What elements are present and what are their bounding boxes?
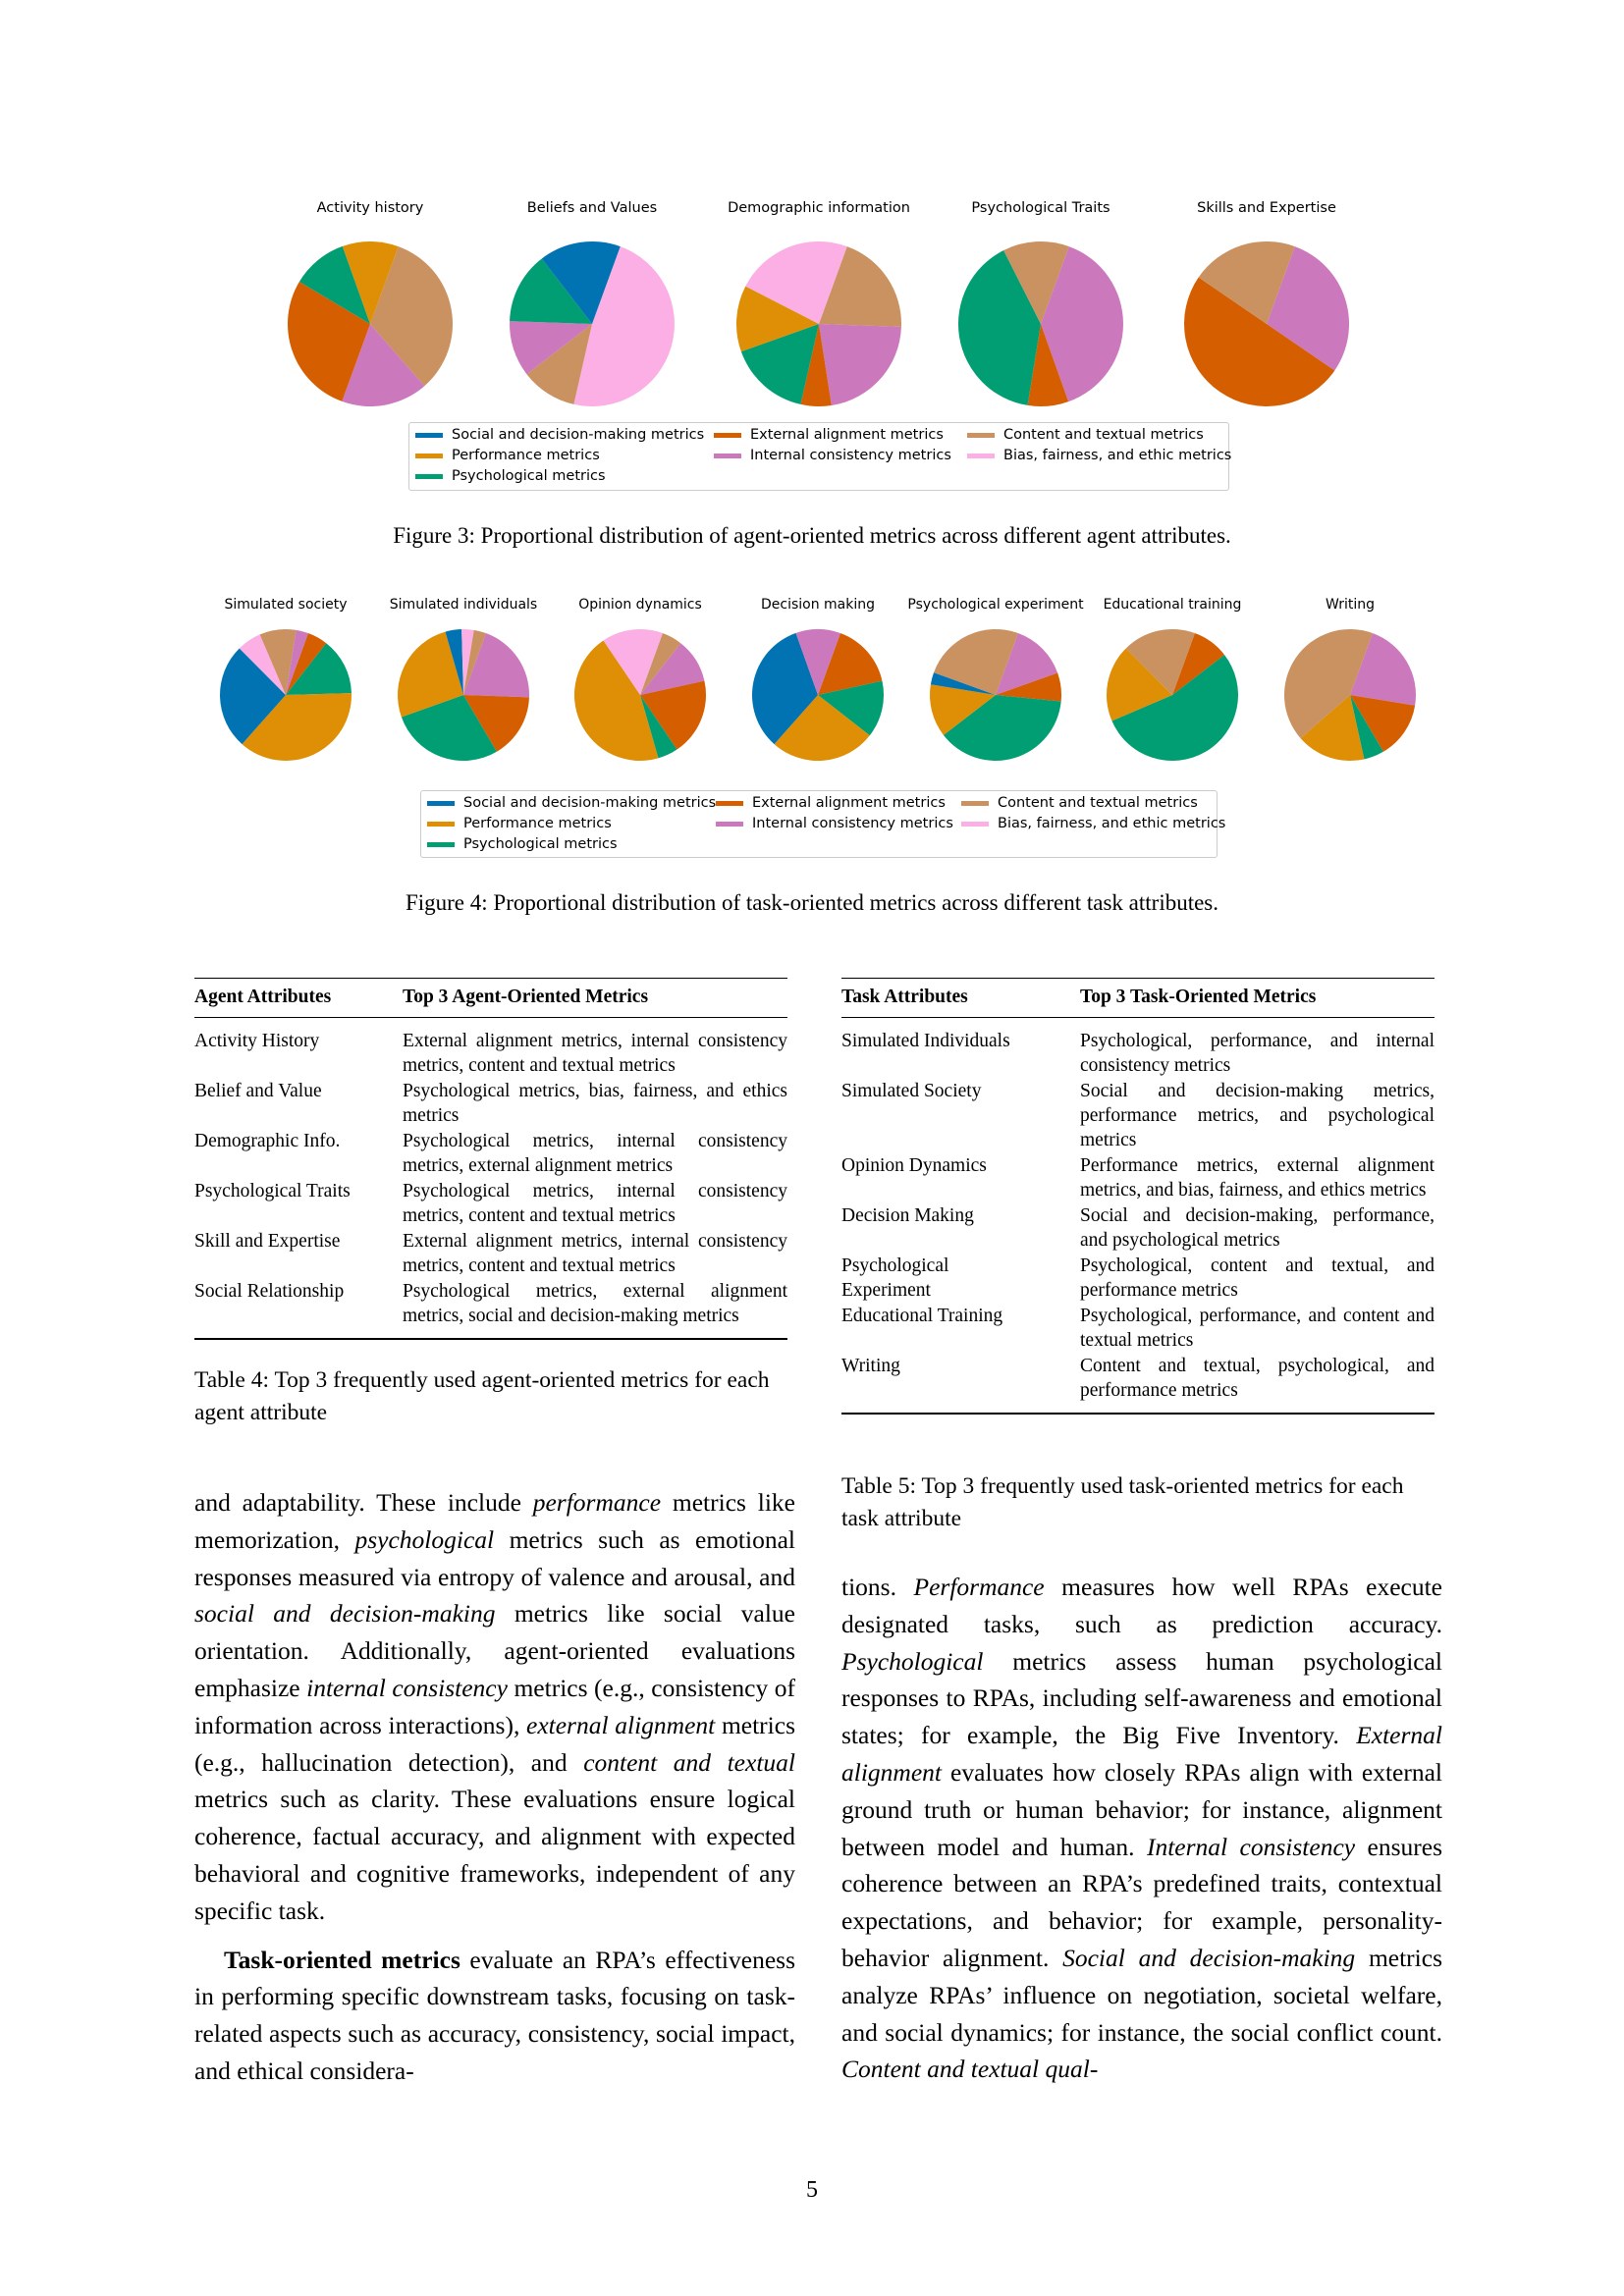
legend-label: Psychological metrics xyxy=(452,468,606,484)
legend-label: Psychological metrics xyxy=(463,836,618,852)
table-cell: Psychological metrics, external alignment metrics, social and decision-making metrics xyxy=(403,1280,787,1326)
text-run: metrics (e.g., consistency of information across interactions), xyxy=(194,1673,795,1739)
legend-item xyxy=(961,816,1225,831)
text-run: and adaptability. These include xyxy=(194,1488,533,1517)
table-row xyxy=(841,1018,1435,1028)
table-cell: Psychological metrics, internal consistency metrics, content and textual metrics xyxy=(403,1180,787,1226)
pie-title: Educational training xyxy=(1103,597,1242,613)
pie-title: Simulated society xyxy=(224,597,348,613)
table-row xyxy=(194,1228,787,1278)
legend-label: Performance metrics xyxy=(452,448,600,463)
text-run: Task-oriented metrics xyxy=(224,1945,460,1974)
table-4 xyxy=(194,978,787,1340)
table-cell: Decision Making xyxy=(841,1204,974,1226)
legend-swatch xyxy=(961,801,989,806)
pie-title: Opinion dynamics xyxy=(578,597,702,613)
table-cell: Belief and Value xyxy=(194,1080,322,1101)
table-row xyxy=(841,1152,1435,1202)
table-cell: Psychological, content and textual, and performance metrics xyxy=(1080,1255,1435,1301)
legend-label: Internal consistency metrics xyxy=(750,448,951,463)
legend-label: External alignment metrics xyxy=(750,427,944,443)
legend-label: Performance metrics xyxy=(463,816,612,831)
pie-title: Demographic information xyxy=(728,200,910,216)
table-row xyxy=(194,1018,787,1028)
text-run: Psychological xyxy=(841,1646,984,1676)
table-header-row xyxy=(841,979,1435,1018)
text-run: external alignment xyxy=(526,1710,716,1739)
table-cell: Social and decision-making, performance, and psychological metrics xyxy=(1080,1204,1435,1251)
text-run: metrics such as emotional responses measured via entropy of valence and arousal, and xyxy=(194,1524,795,1591)
legend-label: Social and decision-making metrics xyxy=(463,795,717,811)
table-cell: Social Relationship xyxy=(194,1280,345,1302)
figure-4-caption: Figure 4: Proportional distribution of task-oriented metrics across different task attributes. xyxy=(405,890,1219,915)
table-cell: Content and textual, psychological, and performance metrics xyxy=(1080,1355,1435,1401)
text-run: social and decision-making xyxy=(194,1599,496,1629)
table-header-cell: Top 3 Task-Oriented Metrics xyxy=(1080,987,1317,1007)
text-run: metrics analyze RPAs’ influence on negotiation, societal welfare, and social dynamics; for instance, the social conflict count. xyxy=(841,1943,1442,2047)
pie-title: Psychological experiment xyxy=(907,597,1084,613)
text-run: ensures coherence between an RPA’s predefined traits, contextual expectations, and behavior; for example, personality-behavior alignment. xyxy=(841,1832,1442,1972)
table-4-caption: Table 4: Top 3 frequently used agent-oriented metrics for each agent attribute xyxy=(194,1367,770,1425)
page-number: 5 xyxy=(806,2177,818,2203)
legend-label: External alignment metrics xyxy=(752,795,946,811)
text-run: content and textual xyxy=(583,1747,795,1777)
legend-swatch xyxy=(961,822,989,827)
legend-item xyxy=(427,816,612,831)
text-run: External alignment xyxy=(841,1721,1442,1787)
table-cell: Performance metrics, external alignment metrics, and bias, fairness, and ethics metrics xyxy=(1080,1154,1435,1201)
text-run: Social and decision-making xyxy=(1062,1943,1356,1972)
pie-title: Beliefs and Values xyxy=(526,200,658,216)
table-cell: Psychological, performance, and content and textual metrics xyxy=(1080,1305,1435,1351)
text-run: metrics like social value orientation. Additionally, agent-oriented evaluations emphasize xyxy=(194,1599,795,1702)
table-cell: Writing xyxy=(841,1355,900,1376)
right-column-text xyxy=(841,1569,1442,2088)
text-run: performance xyxy=(532,1488,662,1517)
pie-title: Decision making xyxy=(760,597,876,613)
pie-title: Writing xyxy=(1326,597,1375,613)
legend-label: Internal consistency metrics xyxy=(752,816,953,831)
legend-label: Social and decision-making metrics xyxy=(452,427,705,443)
legend-swatch xyxy=(427,822,455,827)
text-run: evaluate an RPA’s effectiveness in performing specific downstream tasks, focusing on task-related aspects such as accuracy, consistency, social impact, and ethical considera- xyxy=(194,1945,795,2085)
table-cell: Simulated Individuals xyxy=(841,1030,1010,1051)
legend-label: Content and textual metrics xyxy=(1003,427,1204,443)
table-row xyxy=(841,1253,1435,1303)
table-cell: Psychological, performance, and internal consistency metrics xyxy=(1080,1030,1435,1076)
legend-swatch xyxy=(427,842,455,847)
text-run: metrics assess human psychological responses to RPAs, including self-awareness and emotional states; for example, the Big Five Inventory. xyxy=(841,1646,1442,1750)
legend-item xyxy=(961,795,1198,811)
table-row xyxy=(841,1202,1435,1253)
table-cell: Social and decision-making metrics, performance metrics, and psychological metrics xyxy=(1080,1080,1435,1150)
pie-title: Psychological Traits xyxy=(971,200,1110,216)
table-header-cell: Top 3 Agent-Oriented Metrics xyxy=(403,987,649,1007)
table-cell: Skill and Expertise xyxy=(194,1230,341,1252)
pie-title: Skills and Expertise xyxy=(1197,200,1336,216)
table-cell: Educational Training xyxy=(841,1305,1003,1326)
paragraph xyxy=(194,1942,795,2090)
text-run: metrics such as clarity. These evaluations ensure logical coherence, factual accuracy, and alignment with expected behavioral and cognitive frameworks, independent of any specific task. xyxy=(194,1785,795,1925)
legend-label: Bias, fairness, and ethic metrics xyxy=(1003,448,1232,463)
table-row xyxy=(194,1028,787,1078)
table-cell: Psychological metrics, bias, fairness, and ethics metrics xyxy=(403,1080,787,1126)
table-cell: Opinion Dynamics xyxy=(841,1154,987,1176)
table-cell: Activity History xyxy=(194,1030,320,1051)
text-run: evaluates how closely RPAs align with external ground truth or human behavior; for instance, alignment between model and human. xyxy=(841,1757,1442,1861)
legend-swatch xyxy=(427,801,455,806)
table-cell: External alignment metrics, internal consistency metrics, content and textual metrics xyxy=(403,1030,787,1076)
table-5-caption: Table 5: Top 3 frequently used task-oriented metrics for each task attribute xyxy=(841,1473,1404,1531)
text-run: metrics like memorization, xyxy=(194,1488,796,1554)
legend-swatch xyxy=(716,822,743,827)
table-header-cell: Agent Attributes xyxy=(194,987,332,1007)
text-run: psychological xyxy=(354,1524,495,1554)
text-run: Content and textual qual- xyxy=(841,2055,1099,2084)
table-row xyxy=(841,1078,1435,1152)
table-cell: Simulated Society xyxy=(841,1080,982,1101)
table-header-row xyxy=(194,979,787,1018)
legend-item xyxy=(716,795,946,811)
text-run: tions. xyxy=(841,1573,914,1601)
text-run: internal consistency xyxy=(306,1673,508,1702)
table-row xyxy=(194,1128,787,1178)
legend-item xyxy=(427,836,618,852)
table-cell: External alignment metrics, internal consistency metrics, content and textual metrics xyxy=(403,1230,787,1276)
text-run: Performance xyxy=(913,1573,1045,1601)
paragraph xyxy=(841,1569,1442,2088)
table-row xyxy=(194,1078,787,1128)
table-cell: Psychological Traits xyxy=(194,1180,351,1201)
table-cell: Psychological metrics, internal consistency metrics, external alignment metrics xyxy=(403,1130,787,1176)
legend-swatch xyxy=(716,801,743,806)
table-row xyxy=(841,1353,1435,1414)
legend-label: Content and textual metrics xyxy=(998,795,1198,811)
table-header-cell: Task Attributes xyxy=(841,987,968,1007)
figure-4-legend xyxy=(420,790,1226,858)
table-row xyxy=(194,1278,787,1339)
paragraph xyxy=(194,1484,795,1930)
table-cell: Psychological Experiment xyxy=(841,1255,949,1301)
table-row xyxy=(841,1028,1435,1078)
text-run: metrics (e.g., hallucination detection), and xyxy=(194,1710,795,1777)
pie-title: Activity history xyxy=(316,200,424,216)
legend-item xyxy=(427,795,716,811)
table-row xyxy=(194,1178,787,1228)
text-run: measures how well RPAs execute designated tasks, such as prediction accuracy. xyxy=(841,1573,1442,1638)
figure-3-caption: Figure 3: Proportional distribution of agent-oriented metrics across different agent attributes. xyxy=(393,523,1231,548)
pie-title: Simulated individuals xyxy=(389,597,538,613)
left-column-text xyxy=(194,1484,795,2090)
table-cell: Demographic Info. xyxy=(194,1130,341,1151)
legend-item xyxy=(716,816,953,831)
table-5 xyxy=(841,978,1435,1415)
figure-4-pies xyxy=(0,0,1624,785)
legend-label: Bias, fairness, and ethic metrics xyxy=(998,816,1226,831)
text-run: Internal consistency xyxy=(1146,1832,1356,1861)
table-row xyxy=(841,1303,1435,1353)
